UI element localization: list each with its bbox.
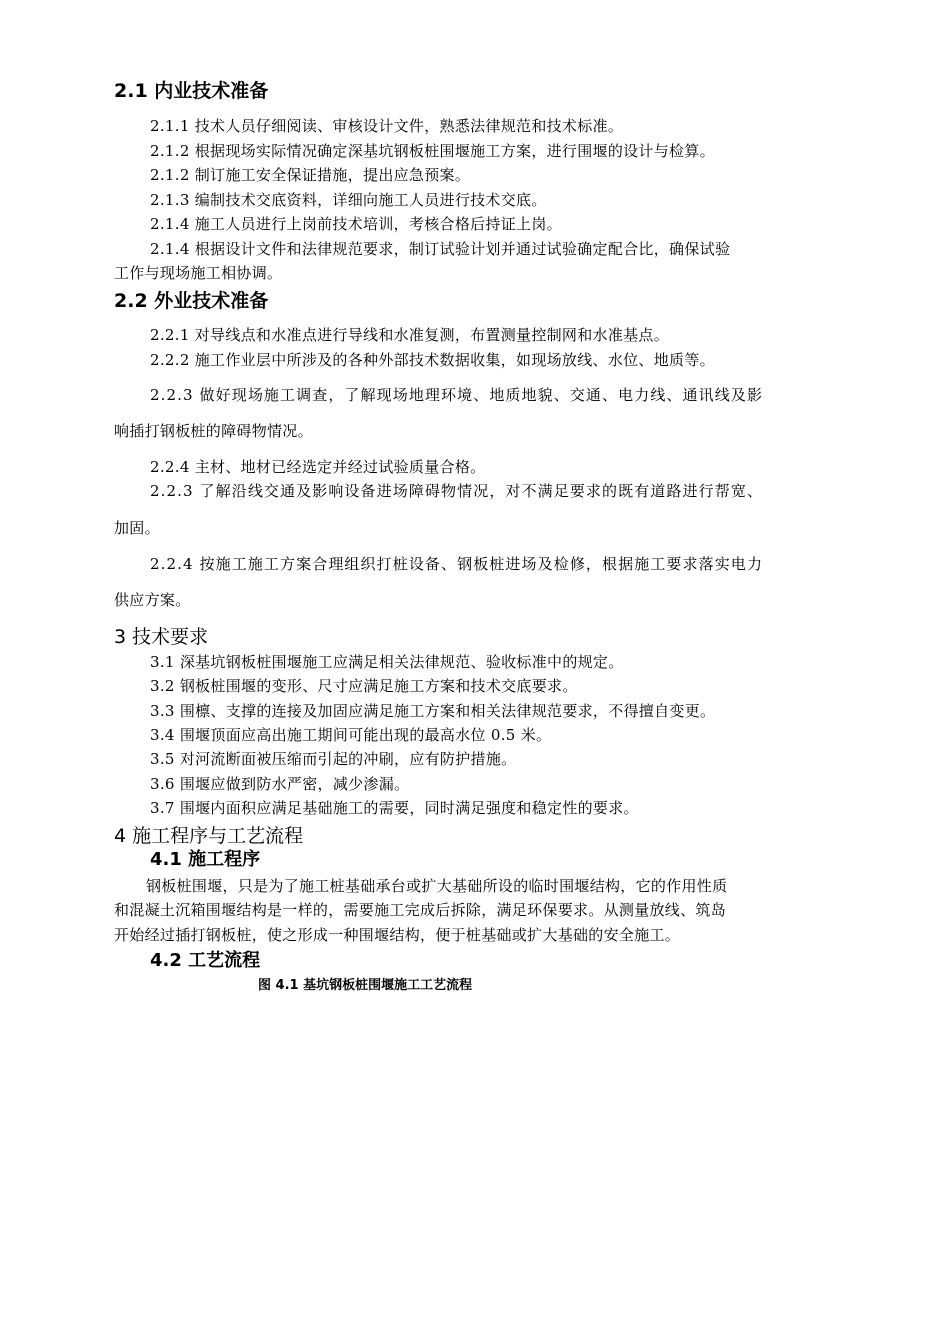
list-item: 2.1.2 根据现场实际情况确定深基坑钢板桩围堰施工方案，进行围堰的设计与检算。 [150,142,715,160]
list-item: 3.3 围檩、支撑的连接及加固应满足施工方案和相关法律规范要求，不得擅自变更。 [150,702,716,720]
list-item: 2.1.2 制订施工安全保证措施，提出应急预案。 [150,166,471,184]
figure-caption: 图 4.1 基坑钢板桩围堰施工工艺流程 [258,978,473,993]
section-4-2-heading: 4.2 工艺流程 [150,950,261,971]
list-item: 2.1.1 技术人员仔细阅读、审核设计文件，熟悉法律规范和技术标准。 [150,117,624,135]
list-item: 2.2.3 做好现场施工调查，了解现场地理环境、地质地貌、交通、电力线、通讯线及影 [150,386,764,404]
section-2-2-heading: 2.2 外业技术准备 [114,290,269,312]
paragraph-line: 和混凝土沉箱围堰结构是一样的，需要施工完成后拆除，满足环保要求。从测量放线、筑岛 [114,901,727,919]
list-item-continuation: 供应方案。 [114,591,191,609]
list-item-continuation: 加固。 [114,519,160,537]
list-item: 3.1 深基坑钢板桩围堰施工应满足相关法律规范、验收标准中的规定。 [150,653,624,671]
paragraph-line: 钢板桩围堰，只是为了施工桩基础承台或扩大基础所设的临时围堰结构，它的作用性质 [146,877,728,895]
list-item: 2.1.3 编制技术交底资料，详细向施工人员进行技术交底。 [150,191,547,209]
list-item: 2.2.4 按施工施工方案合理组织打桩设备、钢板桩进场及检修，根据施工要求落实电力 [150,555,764,573]
list-item: 3.5 对河流断面被压缩而引起的冲刷，应有防护措施。 [150,750,517,768]
list-item: 2.2.3 了解沿线交通及影响设备进场障碍物情况，对不满足要求的既有道路进行帮宽、 [150,482,764,500]
list-item: 3.2 钢板桩围堰的变形、尺寸应满足施工方案和技术交底要求。 [150,677,578,695]
list-item: 3.6 围堰应做到防水严密，减少渗漏。 [150,775,410,793]
list-item: 2.2.1 对导线点和水准点进行导线和水准复测，布置测量控制网和水准基点。 [150,326,670,344]
list-item: 3.7 围堰内面积应满足基础施工的需要，同时满足强度和稳定性的要求。 [150,799,639,817]
paragraph-line: 开始经过插打钢板桩，使之形成一种围堰结构，便于桩基础或扩大基础的安全施工。 [114,926,681,944]
list-item: 2.1.4 施工人员进行上岗前技术培训，考核合格后持证上岗。 [150,215,562,233]
section-4-heading: 4 施工程序与工艺流程 [114,825,304,847]
section-4-1-heading: 4.1 施工程序 [150,849,261,870]
section-3-heading: 3 技术要求 [114,626,209,648]
list-item: 3.4 围堰顶面应高出施工期间可能出现的最高水位 0.5 米。 [150,726,552,744]
list-item-continuation: 响插打钢板桩的障碍物情况。 [114,422,313,440]
section-2-1-heading: 2.1 内业技术准备 [114,80,269,102]
list-item: 2.2.4 主材、地材已经选定并经过试验质量合格。 [150,458,486,476]
list-item: 2.2.2 施工作业层中所涉及的各种外部技术数据收集，如现场放线、水位、地质等。 [150,351,715,369]
list-item-continuation: 工作与现场施工相协调。 [114,264,283,282]
list-item: 2.1.4 根据设计文件和法律规范要求，制订试验计划并通过试验确定配合比，确保试验 [150,240,731,258]
